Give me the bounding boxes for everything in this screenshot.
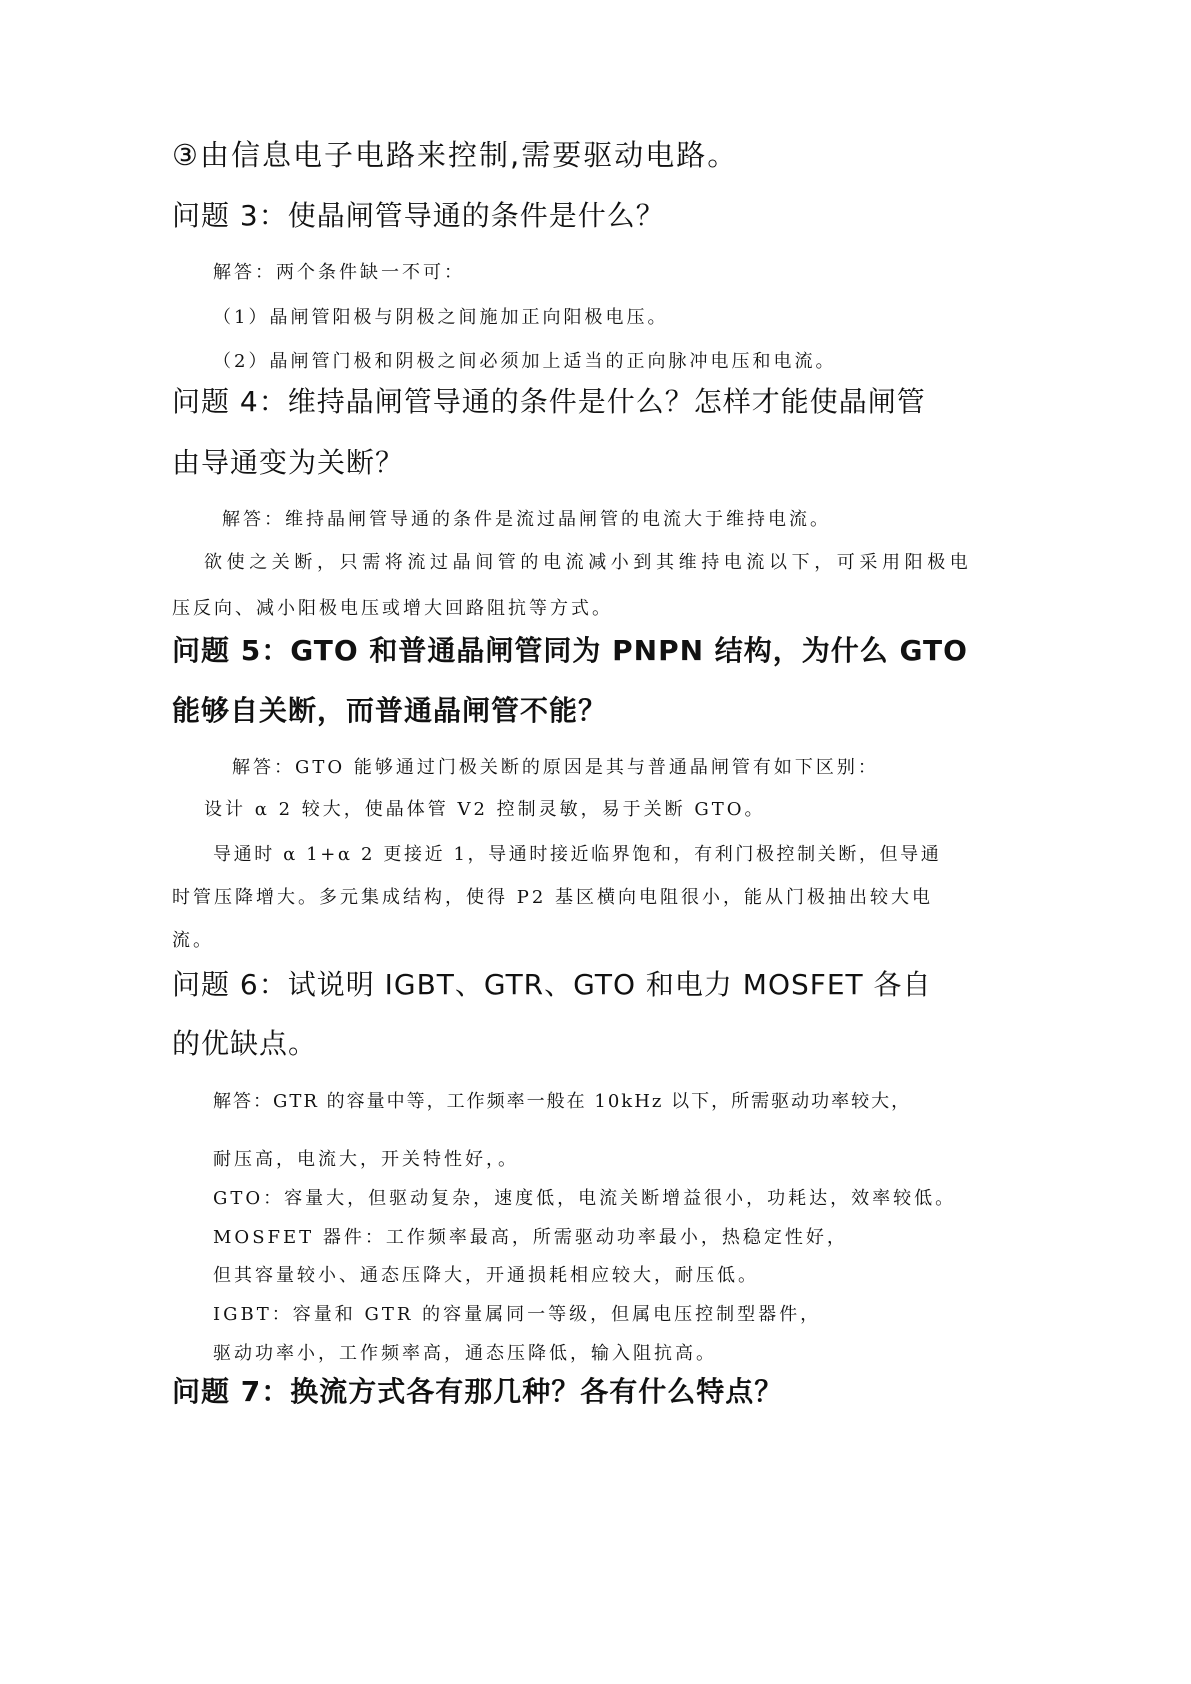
question-3-answer-line: （2）晶闸管门极和阴极之间必须加上适当的正向脉冲电压和电流。 [213,351,837,372]
question-6-title-cont: 的优缺点。 [172,1027,318,1060]
question-6-answer-line: GTO：容量大，但驱动复杂，速度低，电流关断增益很小，功耗达，效率较低。 [213,1188,957,1209]
question-4-answer-line: 压反向、减小阳极电压或增大回路阻抗等方式。 [172,598,613,619]
question-7-title: 问题 7：换流方式各有那几种？各有什么特点？ [172,1375,784,1408]
question-3-title: 问题 3：使晶闸管导通的条件是什么？ [172,199,665,232]
question-4-answer-line: 解答：维持晶闸管导通的条件是流过晶闸管的电流大于维持电流。 [222,509,831,530]
question-5-answer-line: 时管压降增大。多元集成结构，使得 P2 基区横向电阻很小，能从门极抽出较大电 [172,887,934,908]
question-6-answer-line: 驱动功率小，工作频率高，通态压降低，输入阻抗高。 [213,1343,717,1364]
question-4-title: 问题 4：维持晶闸管导通的条件是什么？怎样才能使晶闸管 [172,385,926,418]
question-6-answer-line: 但其容量较小、通态压降大，开通损耗相应较大，耐压低。 [213,1265,759,1286]
question-6-answer-line: MOSFET 器件：工作频率最高，所需驱动功率最小，热稳定性好， [213,1227,848,1248]
question-5-title-cont: 能够自关断，而普通晶闸管不能？ [172,694,608,727]
intro-line: ③由信息电子电路来控制,需要驱动电路。 [172,138,739,172]
question-4-title-cont: 由导通变为关断？ [172,446,405,479]
question-5-title: 问题 5：GTO 和普通晶闸管同为 PNPN 结构，为什么 GTO [172,634,968,667]
question-3-answer-line: （1）晶闸管阳极与阴极之间施加正向阳极电压。 [213,307,669,328]
question-5-answer-line: 设计 α 2 较大，使晶体管 V2 控制灵敏，易于关断 GTO。 [204,799,766,820]
question-6-title: 问题 6：试说明 IGBT、GTR、GTO 和电力 MOSFET 各自 [172,968,932,1001]
question-4-answer-line: 欲使之关断，只需将流过晶间管的电流减小到其维持电流以下，可采用阳极电 [204,552,973,573]
question-3-answer-line: 解答：两个条件缺一不可： [213,262,465,283]
question-5-answer-line: 流。 [172,930,214,951]
question-5-answer-line: 导通时 α 1+α 2 更接近 1，导通时接近临界饱和，有利门极控制关断，但导通 [213,844,942,865]
question-6-answer-line: 耐压高，电流大，开关特性好，。 [213,1149,519,1170]
question-5-answer-line: 解答：GTO 能够通过门极关断的原因是其与普通晶闸管有如下区别： [232,757,879,778]
question-6-answer-line: 解答：GTR 的容量中等，工作频率一般在 10kHz 以下，所需驱动功率较大， [213,1091,912,1112]
question-6-answer-line: IGBT：容量和 GTR 的容量属同一等级，但属电压控制型器件， [213,1304,822,1325]
